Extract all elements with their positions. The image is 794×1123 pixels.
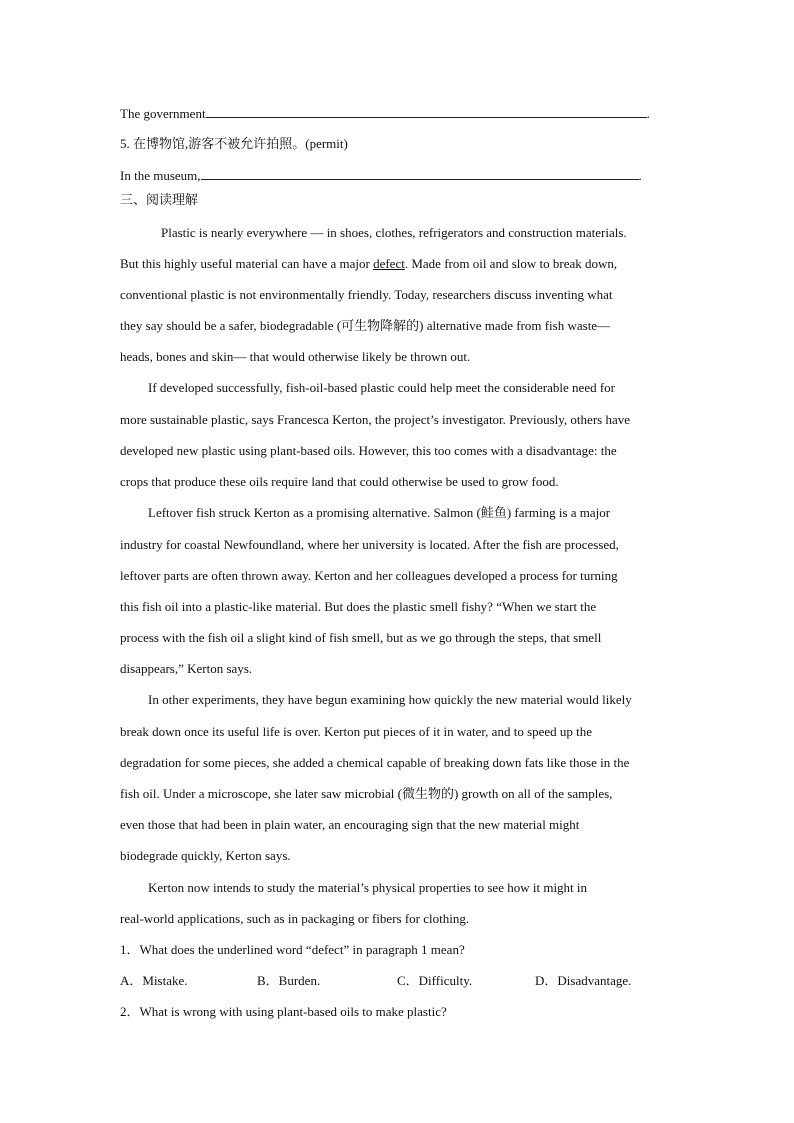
passage-line: process with the fish oil a slight kind of fish smell, but as we go through the steps, that smell — [120, 630, 602, 645]
passage-line: Plastic is nearly everywhere — in shoes, clothes, refrigerators and construction materials. — [161, 225, 627, 240]
q1-option-a[interactable]: A．Mistake. — [120, 973, 188, 988]
passage-line: they say should be a safer, biodegradable (可生物降解的) alternative made from fish waste— — [120, 318, 611, 333]
passage-line: Leftover fish struck Kerton as a promising alternative. Salmon (鲑鱼) farming is a major — [148, 505, 611, 520]
translation-q5-prefix: In the museum, — [120, 168, 201, 183]
passage-line: disappears,” Kerton says. — [120, 661, 253, 676]
passage-line: In other experiments, they have begun examining how quickly the new material would likely — [148, 692, 632, 707]
translation-q4-line — [120, 105, 650, 122]
translation-q5-line — [120, 167, 642, 184]
passage-line: fish oil. Under a microscope, she later saw microbial (微生物的) growth on all of the samples, — [120, 786, 613, 801]
passage-text: But this highly useful material can have a major — [120, 256, 374, 271]
passage-line: biodegrade quickly, Kerton says. — [120, 848, 291, 863]
answer-blank[interactable] — [206, 105, 647, 118]
answer-blank[interactable] — [201, 167, 639, 180]
passage-line: even those that had been in plain water, an encouraging sign that the new material might — [120, 817, 580, 832]
passage-line: conventional plastic is not environmentally friendly. Today, researchers discuss inventing what — [120, 287, 613, 302]
translation-q4-end: . — [646, 106, 650, 121]
q1-option-d[interactable]: D．Disadvantage. — [535, 973, 632, 988]
question-2: 2．What is wrong with using plant-based oils to make plastic? — [120, 1004, 447, 1019]
q1-option-c[interactable]: C．Difficulty. — [397, 973, 473, 988]
passage-text: . Made from oil and slow to break down, — [404, 256, 618, 271]
passage-line: Kerton now intends to study the material’s physical properties to see how it might in — [148, 880, 588, 895]
passage-line: break down once its useful life is over. Kerton put pieces of it in water, and to speed up the — [120, 724, 593, 739]
passage-line: degradation for some pieces, she added a chemical capable of breaking down fats like those in the — [120, 755, 630, 770]
q1-option-b[interactable]: B．Burden. — [257, 973, 321, 988]
question-1: 1．What does the underlined word “defect” in paragraph 1 mean? — [120, 942, 465, 957]
passage-line: leftover parts are often thrown away. Kerton and her colleagues developed a process for turning — [120, 568, 618, 583]
passage-line — [120, 256, 617, 272]
translation-q4-prefix: The government — [120, 106, 206, 121]
passage-line: industry for coastal Newfoundland, where her university is located. After the fish are processed, — [120, 537, 619, 552]
underlined-word-defect: defect — [373, 256, 405, 271]
translation-q5-end: . — [638, 168, 642, 183]
passage-line: more sustainable plastic, says Francesca Kerton, the project’s investigator. Previously, others have — [120, 412, 630, 427]
passage-line: developed new plastic using plant-based oils. However, this too comes with a disadvantage: the — [120, 443, 617, 458]
passage-line: If developed successfully, fish-oil-based plastic could help meet the considerable need for — [148, 380, 615, 395]
translation-q5-prompt: 5. 在博物馆,游客不被允许拍照。(permit) — [120, 136, 348, 151]
section-title: 三、阅读理解 — [120, 192, 199, 207]
passage-line: this fish oil into a plastic-like material. But does the plastic smell fishy? “When we start the — [120, 599, 597, 614]
passage-line: real-world applications, such as in packaging or fibers for clothing. — [120, 911, 470, 926]
passage-line: crops that produce these oils require land that could otherwise be used to grow food. — [120, 474, 559, 489]
passage-line: heads, bones and skin— that would otherwise likely be thrown out. — [120, 349, 471, 364]
